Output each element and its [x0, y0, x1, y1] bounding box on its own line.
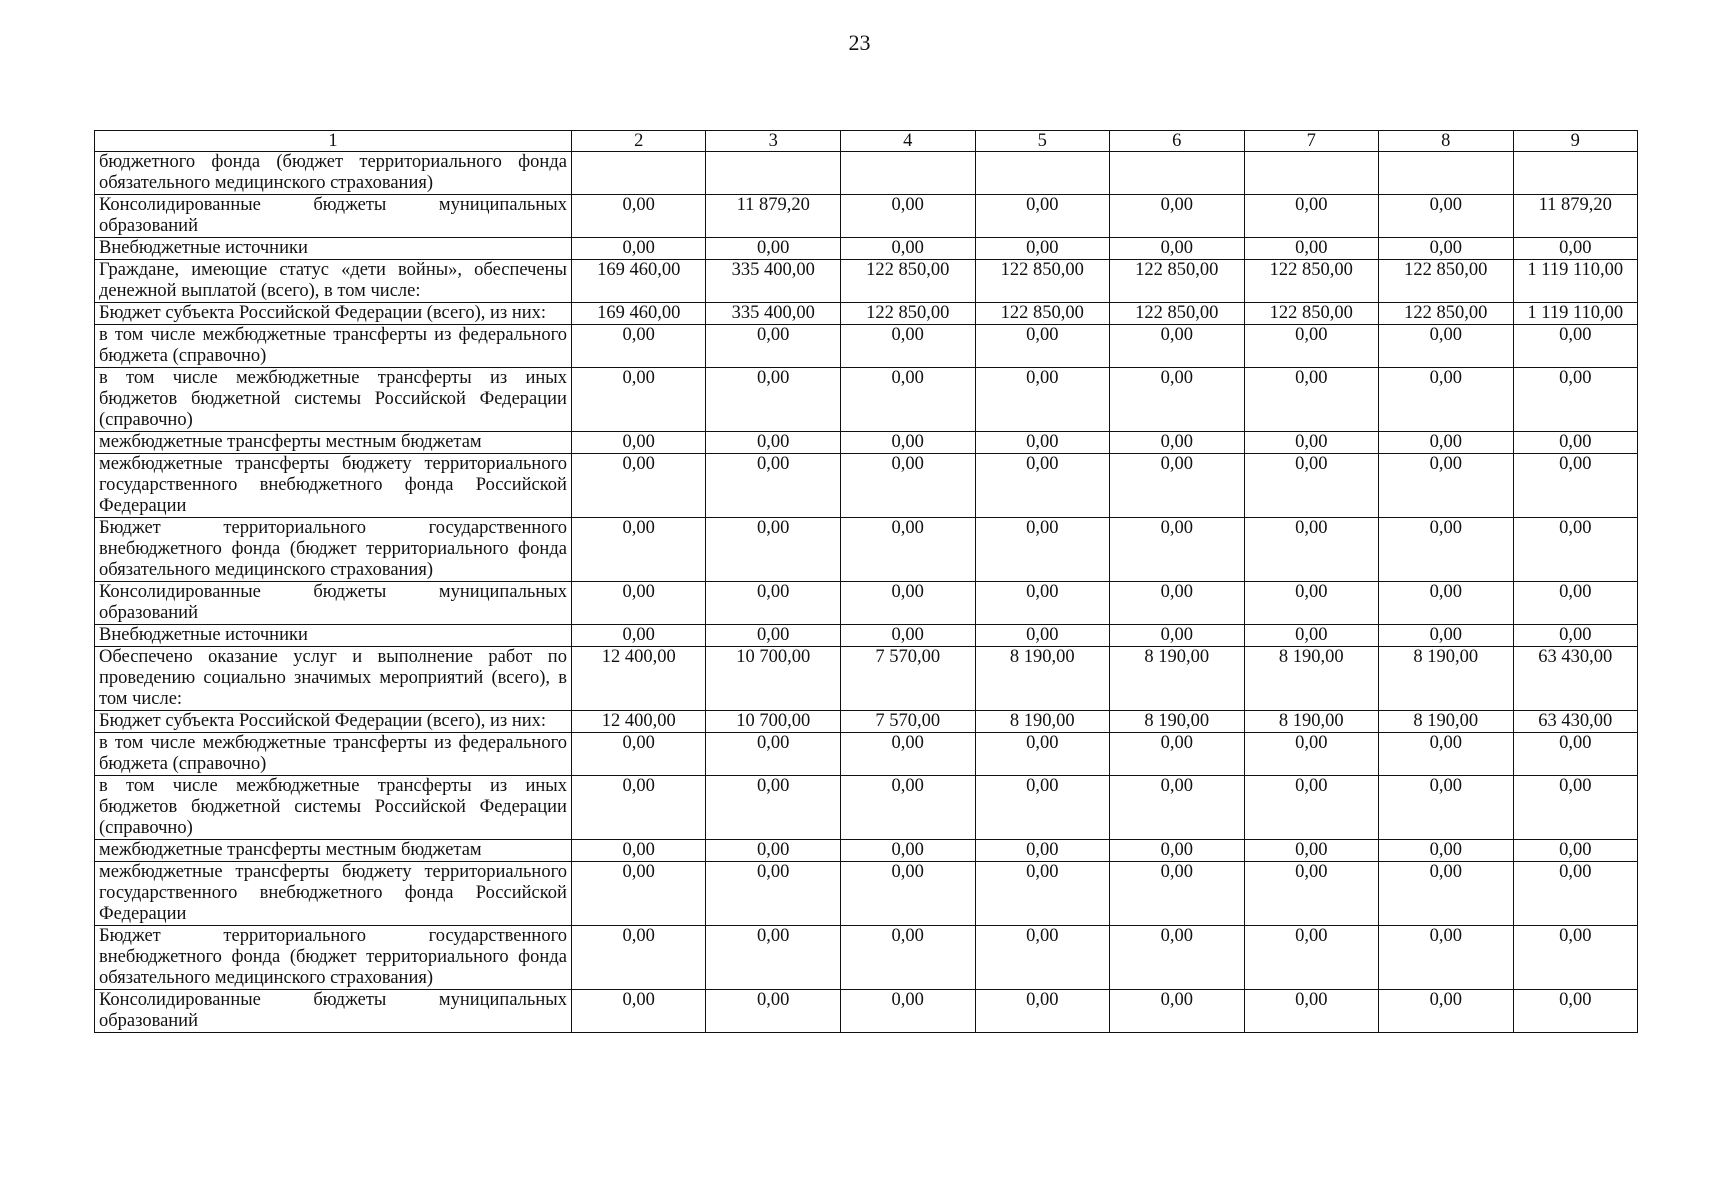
table-row — [95, 454, 1638, 518]
cell-value: 0,00 — [840, 840, 975, 862]
cell-value: 8 190,00 — [1244, 647, 1379, 711]
cell-value: 0,00 — [571, 454, 706, 518]
table-row — [95, 776, 1638, 840]
cell-value: 122 850,00 — [1379, 303, 1514, 325]
cell-value: 0,00 — [1379, 368, 1514, 432]
cell-value: 0,00 — [1379, 862, 1514, 926]
table-row — [95, 195, 1638, 238]
cell-value: 0,00 — [975, 518, 1110, 582]
cell-value: 0,00 — [840, 238, 975, 260]
cell-value: 8 190,00 — [1244, 711, 1379, 733]
cell-value: 0,00 — [1513, 840, 1637, 862]
cell-value: 0,00 — [571, 926, 706, 990]
cell-value: 0,00 — [1244, 454, 1379, 518]
cell-value: 10 700,00 — [706, 647, 841, 711]
cell-value: 0,00 — [706, 454, 841, 518]
cell-value: 0,00 — [840, 368, 975, 432]
cell-value: 0,00 — [1513, 582, 1637, 625]
cell-value: 0,00 — [975, 432, 1110, 454]
cell-value: 122 850,00 — [840, 303, 975, 325]
cell-value: 0,00 — [1244, 238, 1379, 260]
cell-value: 0,00 — [1110, 926, 1245, 990]
cell-value: 0,00 — [706, 368, 841, 432]
cell-value: 0,00 — [1513, 926, 1637, 990]
row-label: Бюджет субъекта Российской Федерации (всего), из них: — [95, 303, 572, 325]
cell-value: 0,00 — [840, 454, 975, 518]
row-label: межбюджетные трансферты местным бюджетам — [95, 840, 572, 862]
row-label: Консолидированные бюджеты муниципальных образований — [95, 195, 572, 238]
row-label: Граждане, имеющие статус «дети войны», обеспечены денежной выплатой (всего), в том числе: — [95, 260, 572, 303]
cell-value: 10 700,00 — [706, 711, 841, 733]
column-header: 2 — [571, 131, 706, 152]
cell-value: 0,00 — [1110, 862, 1245, 926]
table-body — [95, 131, 1638, 1033]
row-label: в том числе межбюджетные трансферты из федерального бюджета (справочно) — [95, 325, 572, 368]
cell-value: 0,00 — [1110, 454, 1245, 518]
page-number: 23 — [848, 30, 871, 55]
cell-value: 0,00 — [975, 625, 1110, 647]
cell-value: 12 400,00 — [571, 647, 706, 711]
row-label: межбюджетные трансферты бюджету территориального государственного внебюджетного фонда Российской Федерации — [95, 862, 572, 926]
cell-value: 8 190,00 — [1379, 711, 1514, 733]
column-header: 4 — [840, 131, 975, 152]
row-label: в том числе межбюджетные трансферты из иных бюджетов бюджетной системы Российской Федерации (справочно) — [95, 776, 572, 840]
cell-value: 0,00 — [1379, 926, 1514, 990]
cell-value: 0,00 — [1244, 368, 1379, 432]
row-label: Бюджет территориального государственного внебюджетного фонда (бюджет территориального фонда обязательного медицинского страхования) — [95, 926, 572, 990]
row-label: межбюджетные трансферты бюджету территориального государственного внебюджетного фонда Российской Федерации — [95, 454, 572, 518]
row-label: Бюджет субъекта Российской Федерации (всего), из них: — [95, 711, 572, 733]
cell-value: 0,00 — [840, 776, 975, 840]
cell-value: 169 460,00 — [571, 303, 706, 325]
cell-value: 0,00 — [1244, 195, 1379, 238]
cell-value: 0,00 — [975, 454, 1110, 518]
column-header: 3 — [706, 131, 841, 152]
cell-value — [1513, 152, 1637, 195]
cell-value: 0,00 — [1110, 776, 1245, 840]
cell-value: 0,00 — [1379, 840, 1514, 862]
cell-value: 0,00 — [840, 582, 975, 625]
row-label: Консолидированные бюджеты муниципальных образований — [95, 990, 572, 1033]
cell-value: 63 430,00 — [1513, 711, 1637, 733]
table-row — [95, 260, 1638, 303]
cell-value — [571, 152, 706, 195]
table-row — [95, 152, 1638, 195]
cell-value: 0,00 — [571, 990, 706, 1033]
cell-value: 0,00 — [1379, 238, 1514, 260]
cell-value: 0,00 — [706, 990, 841, 1033]
cell-value: 0,00 — [1110, 518, 1245, 582]
table-row — [95, 432, 1638, 454]
cell-value: 0,00 — [1110, 582, 1245, 625]
cell-value: 0,00 — [1110, 990, 1245, 1033]
cell-value: 0,00 — [1244, 582, 1379, 625]
row-label: Внебюджетные источники — [95, 625, 572, 647]
cell-value: 0,00 — [571, 582, 706, 625]
cell-value: 0,00 — [1110, 432, 1245, 454]
cell-value: 11 879,20 — [706, 195, 841, 238]
row-label: Консолидированные бюджеты муниципальных образований — [95, 582, 572, 625]
cell-value: 0,00 — [1110, 238, 1245, 260]
cell-value: 0,00 — [1379, 432, 1514, 454]
cell-value: 0,00 — [975, 582, 1110, 625]
cell-value: 122 850,00 — [1244, 260, 1379, 303]
cell-value: 0,00 — [840, 862, 975, 926]
cell-value: 0,00 — [1379, 990, 1514, 1033]
cell-value: 0,00 — [571, 238, 706, 260]
cell-value: 0,00 — [1513, 733, 1637, 776]
cell-value: 0,00 — [840, 432, 975, 454]
cell-value: 8 190,00 — [975, 711, 1110, 733]
cell-value: 0,00 — [975, 840, 1110, 862]
table-row — [95, 238, 1638, 260]
cell-value: 8 190,00 — [1110, 647, 1245, 711]
cell-value: 0,00 — [1244, 625, 1379, 647]
cell-value: 0,00 — [706, 926, 841, 990]
cell-value: 0,00 — [840, 990, 975, 1033]
cell-value — [706, 152, 841, 195]
cell-value — [1110, 152, 1245, 195]
cell-value: 0,00 — [571, 625, 706, 647]
cell-value: 0,00 — [571, 195, 706, 238]
column-header: 6 — [1110, 131, 1245, 152]
cell-value: 0,00 — [1379, 776, 1514, 840]
cell-value: 11 879,20 — [1513, 195, 1637, 238]
cell-value: 0,00 — [571, 840, 706, 862]
cell-value: 122 850,00 — [975, 260, 1110, 303]
table-row — [95, 733, 1638, 776]
cell-value: 0,00 — [1513, 368, 1637, 432]
cell-value: 0,00 — [975, 733, 1110, 776]
cell-value: 0,00 — [706, 238, 841, 260]
cell-value: 0,00 — [1379, 582, 1514, 625]
cell-value: 0,00 — [1110, 325, 1245, 368]
column-header: 5 — [975, 131, 1110, 152]
cell-value: 0,00 — [1379, 454, 1514, 518]
cell-value: 0,00 — [975, 325, 1110, 368]
cell-value: 335 400,00 — [706, 260, 841, 303]
cell-value: 0,00 — [1379, 518, 1514, 582]
cell-value: 0,00 — [975, 862, 1110, 926]
cell-value: 12 400,00 — [571, 711, 706, 733]
cell-value: 8 190,00 — [1110, 711, 1245, 733]
cell-value: 0,00 — [975, 368, 1110, 432]
cell-value: 0,00 — [1244, 776, 1379, 840]
cell-value: 0,00 — [975, 238, 1110, 260]
cell-value: 0,00 — [706, 518, 841, 582]
row-label: в том числе межбюджетные трансферты из иных бюджетов бюджетной системы Российской Федерации (справочно) — [95, 368, 572, 432]
cell-value: 122 850,00 — [1379, 260, 1514, 303]
cell-value — [840, 152, 975, 195]
table-row — [95, 840, 1638, 862]
cell-value: 0,00 — [1513, 625, 1637, 647]
column-header: 9 — [1513, 131, 1637, 152]
cell-value: 0,00 — [1379, 195, 1514, 238]
cell-value: 0,00 — [975, 926, 1110, 990]
cell-value: 0,00 — [706, 840, 841, 862]
cell-value: 7 570,00 — [840, 647, 975, 711]
cell-value: 0,00 — [1513, 862, 1637, 926]
cell-value — [1244, 152, 1379, 195]
column-header: 7 — [1244, 131, 1379, 152]
row-label: Бюджет территориального государственного внебюджетного фонда (бюджет территориального фонда обязательного медицинского страхования) — [95, 518, 572, 582]
cell-value: 0,00 — [571, 776, 706, 840]
cell-value: 0,00 — [975, 195, 1110, 238]
cell-value: 0,00 — [1513, 432, 1637, 454]
budget-table — [94, 130, 1638, 1033]
cell-value: 0,00 — [840, 195, 975, 238]
cell-value: 8 190,00 — [1379, 647, 1514, 711]
column-header: 1 — [95, 131, 572, 152]
column-header-row — [95, 131, 1638, 152]
cell-value: 0,00 — [706, 625, 841, 647]
cell-value: 0,00 — [1110, 733, 1245, 776]
table-row — [95, 990, 1638, 1033]
cell-value: 0,00 — [1244, 432, 1379, 454]
cell-value: 0,00 — [1244, 862, 1379, 926]
cell-value: 0,00 — [706, 582, 841, 625]
cell-value: 0,00 — [706, 432, 841, 454]
cell-value: 0,00 — [706, 862, 841, 926]
cell-value: 0,00 — [571, 368, 706, 432]
table-row — [95, 862, 1638, 926]
cell-value — [975, 152, 1110, 195]
cell-value: 122 850,00 — [975, 303, 1110, 325]
cell-value: 0,00 — [571, 518, 706, 582]
cell-value: 0,00 — [975, 990, 1110, 1033]
table-row — [95, 711, 1638, 733]
cell-value: 335 400,00 — [706, 303, 841, 325]
table-row — [95, 647, 1638, 711]
table-row — [95, 926, 1638, 990]
table-row — [95, 325, 1638, 368]
cell-value: 0,00 — [571, 432, 706, 454]
cell-value: 0,00 — [840, 625, 975, 647]
table-row — [95, 625, 1638, 647]
row-label: бюджетного фонда (бюджет территориального фонда обязательного медицинского страхования) — [95, 152, 572, 195]
cell-value: 0,00 — [1244, 840, 1379, 862]
cell-value: 0,00 — [1110, 195, 1245, 238]
cell-value: 0,00 — [706, 733, 841, 776]
row-label: в том числе межбюджетные трансферты из федерального бюджета (справочно) — [95, 733, 572, 776]
cell-value: 8 190,00 — [975, 647, 1110, 711]
cell-value: 0,00 — [571, 733, 706, 776]
row-label: Обеспечено оказание услуг и выполнение работ по проведению социально значимых мероприятий (всего), в том числе: — [95, 647, 572, 711]
table-row — [95, 518, 1638, 582]
column-header: 8 — [1379, 131, 1514, 152]
cell-value: 0,00 — [571, 325, 706, 368]
cell-value: 0,00 — [1513, 238, 1637, 260]
cell-value: 0,00 — [840, 325, 975, 368]
cell-value: 0,00 — [1513, 990, 1637, 1033]
cell-value: 0,00 — [1379, 625, 1514, 647]
cell-value: 1 119 110,00 — [1513, 303, 1637, 325]
cell-value: 0,00 — [1513, 518, 1637, 582]
cell-value: 0,00 — [1244, 518, 1379, 582]
table-row — [95, 368, 1638, 432]
cell-value: 1 119 110,00 — [1513, 260, 1637, 303]
cell-value: 0,00 — [706, 776, 841, 840]
cell-value: 7 570,00 — [840, 711, 975, 733]
cell-value: 0,00 — [1244, 926, 1379, 990]
cell-value: 0,00 — [706, 325, 841, 368]
cell-value: 0,00 — [975, 776, 1110, 840]
cell-value: 0,00 — [1110, 625, 1245, 647]
cell-value: 0,00 — [840, 518, 975, 582]
cell-value — [1379, 152, 1514, 195]
cell-value: 63 430,00 — [1513, 647, 1637, 711]
cell-value: 0,00 — [1513, 776, 1637, 840]
cell-value: 0,00 — [1513, 325, 1637, 368]
table-row — [95, 582, 1638, 625]
cell-value: 0,00 — [1244, 325, 1379, 368]
cell-value: 122 850,00 — [1110, 303, 1245, 325]
cell-value: 0,00 — [1244, 990, 1379, 1033]
row-label: Внебюджетные источники — [95, 238, 572, 260]
cell-value: 0,00 — [840, 733, 975, 776]
cell-value: 122 850,00 — [1244, 303, 1379, 325]
cell-value: 169 460,00 — [571, 260, 706, 303]
cell-value: 0,00 — [1244, 733, 1379, 776]
cell-value: 0,00 — [1110, 840, 1245, 862]
cell-value: 0,00 — [840, 926, 975, 990]
cell-value: 122 850,00 — [1110, 260, 1245, 303]
table-row — [95, 303, 1638, 325]
cell-value: 0,00 — [1513, 454, 1637, 518]
cell-value: 122 850,00 — [840, 260, 975, 303]
cell-value: 0,00 — [1110, 368, 1245, 432]
cell-value: 0,00 — [1379, 733, 1514, 776]
cell-value: 0,00 — [1379, 325, 1514, 368]
row-label: межбюджетные трансферты местным бюджетам — [95, 432, 572, 454]
cell-value: 0,00 — [571, 862, 706, 926]
